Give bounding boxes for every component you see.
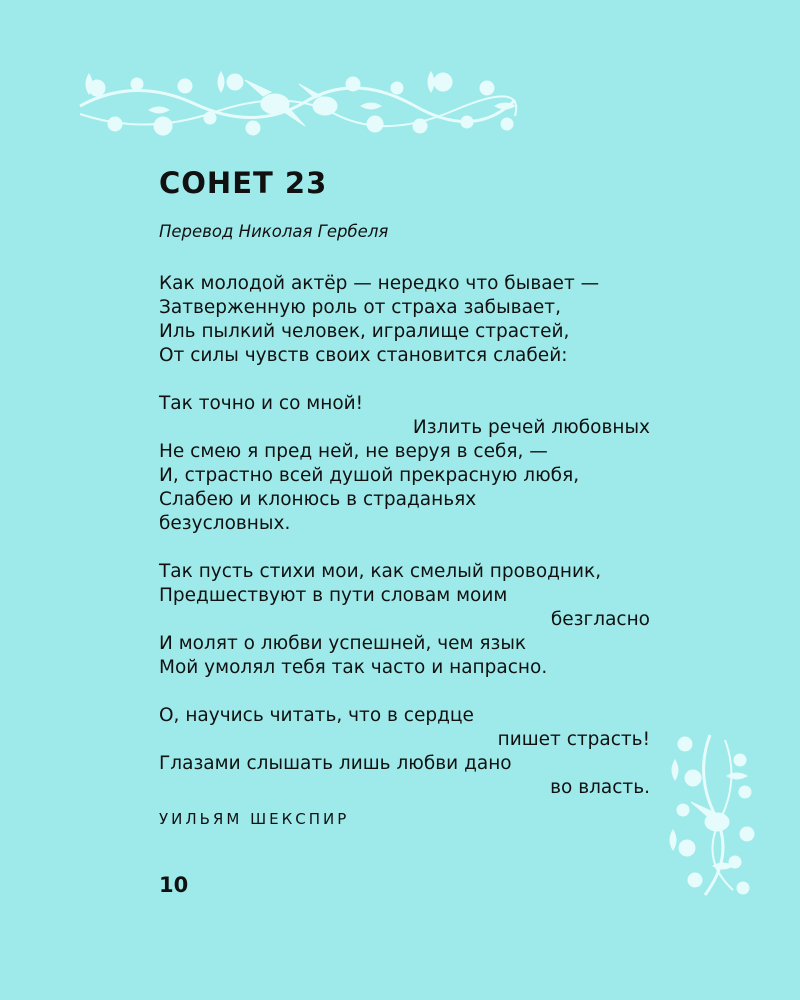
floral-ornament-top — [75, 66, 520, 142]
poem-line: Мой умолял тебя так часто и напрасно. — [159, 657, 548, 678]
author-name: УИЛЬЯМ ШЕКСПИР — [159, 810, 350, 828]
poem-line: Слабею и клонюсь в страданьях — [159, 489, 477, 510]
poem-line: От силы чувств своих становится слабей: — [159, 345, 568, 366]
poem-line: Как молодой актёр — нередко что бывает — — [159, 273, 600, 294]
poem-line-indented: пишет страсть! — [497, 729, 650, 750]
poem-line: Иль пылкий человек, игралище страстей, — [159, 321, 570, 342]
poem-line: Предшествуют в пути словам моим — [159, 585, 508, 606]
poem-line: Так пусть стихи мои, как смелый проводник, — [159, 561, 602, 582]
poem-line-indented: Излить речей любовных — [412, 417, 650, 438]
translator-credit: Перевод Николая Гербеля — [159, 222, 389, 241]
poem-line: Затверженную роль от страха забывает, — [159, 297, 561, 318]
poem-line: Не смею я пред ней, не веруя в себя, — — [159, 441, 548, 462]
poem-line: Так точно и со мной! — [159, 393, 364, 414]
poem-line: И, страстно всей душой прекрасную любя, — [159, 465, 580, 486]
poem-line: Глазами слышать лишь любви дано — [159, 753, 512, 774]
poem-line: О, научись читать, что в сердце — [159, 705, 474, 726]
floral-ornament-side — [665, 730, 760, 900]
poem-line-indented: во власть. — [550, 777, 650, 798]
page-number: 10 — [159, 873, 189, 897]
poem-title: СОНЕТ 23 — [159, 166, 328, 200]
poem-line-indented: безгласно — [550, 609, 650, 630]
poem-line: И молят о любви успешней, чем язык — [159, 633, 527, 654]
poem-line: безусловных. — [159, 513, 291, 534]
